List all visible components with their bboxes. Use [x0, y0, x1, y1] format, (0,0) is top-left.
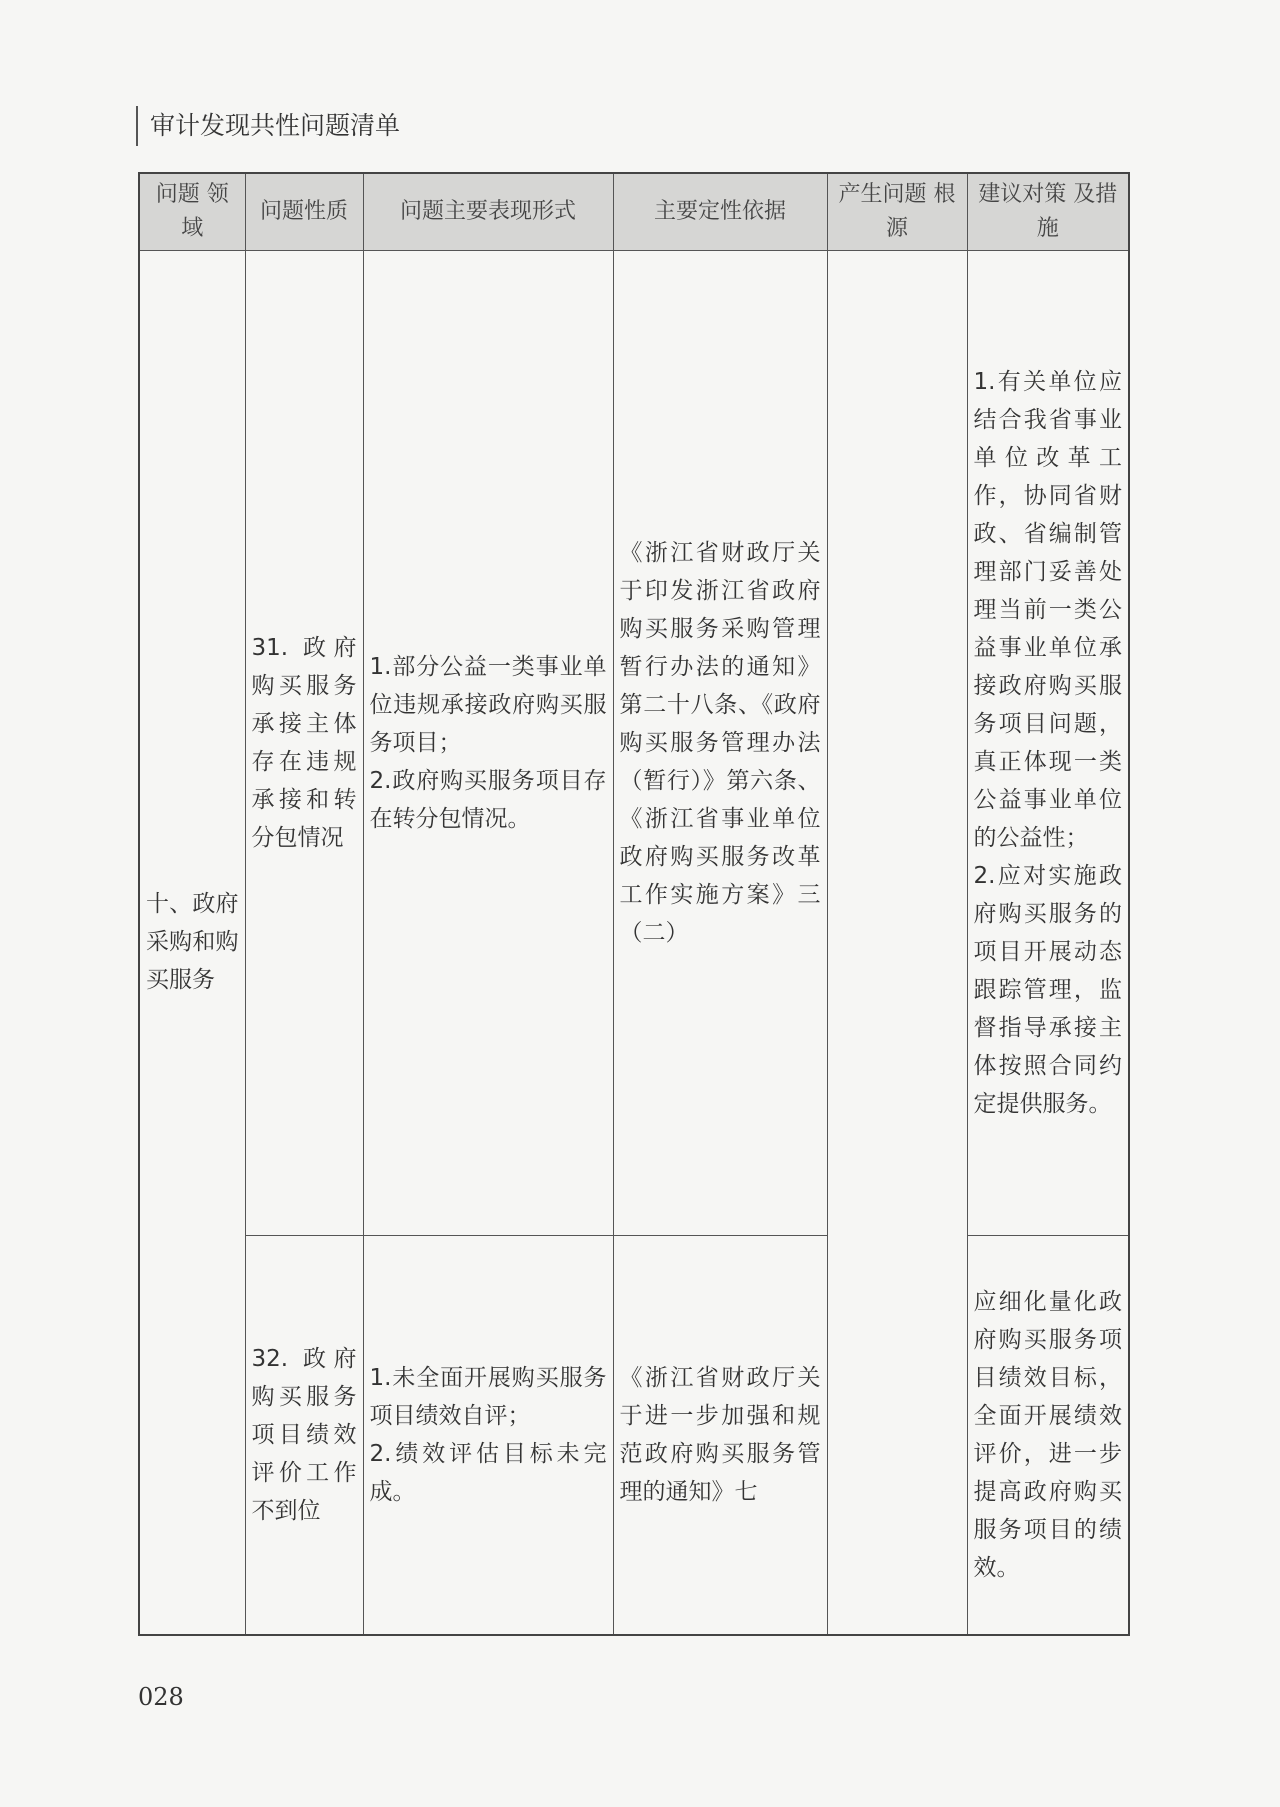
measures-cell: 1.有关单位应结合我省事业单位改革工作，协同省财政、省编制管理部门妥善处理当前一类公益事业单位承接政府购买服务项目问题，真正体现一类公益事业单位的公益性； 2.应对实施政府购买服务的项目开展动态跟踪管理，监督指导承接主体按照合同约定提供服务。 [967, 251, 1129, 1236]
source-cell [827, 251, 967, 1635]
col-header-measures: 建议对策 及措施 [967, 173, 1129, 251]
basis-cell: 《浙江省财政厅关于进一步加强和规范政府购买服务管理的通知》七 [613, 1236, 827, 1635]
table-header-row [139, 173, 1129, 251]
col-header-source: 产生问题 根源 [827, 173, 967, 251]
forms-cell: 1.未全面开展购买服务项目绩效自评； 2.绩效评估目标未完成。 [363, 1236, 613, 1635]
col-header-forms: 问题主要表现形式 [363, 173, 613, 251]
forms-cell: 1.部分公益一类事业单位违规承接政府购买服务项目； 2.政府购买服务项目存在转分包情况。 [363, 251, 613, 1236]
table-row [139, 1236, 1129, 1635]
audit-issues-table [138, 172, 1130, 1636]
nature-cell: 32. 政府购买服务项目绩效评价工作不到位 [245, 1236, 363, 1635]
measures-cell: 应细化量化政府购买服务项目绩效目标，全面开展绩效评价，进一步提高政府购买服务项目的绩效。 [967, 1236, 1129, 1635]
basis-cell: 《浙江省财政厅关于印发浙江省政府购买服务采购管理暂行办法的通知》第二十八条、《政府购买服务管理办法（暂行）》第六条、《浙江省事业单位政府购买服务改革工作实施方案》三（二） [613, 251, 827, 1236]
table-row [139, 251, 1129, 1236]
domain-cell: 十、政府采购和购买服务 [139, 251, 245, 1635]
page-number: 028 [138, 1683, 184, 1711]
col-header-basis: 主要定性依据 [613, 173, 827, 251]
col-header-domain: 问题 领域 [139, 173, 245, 251]
col-header-nature: 问题性质 [245, 173, 363, 251]
running-head-title: 审计发现共性问题清单 [136, 106, 400, 146]
nature-cell: 31. 政府购买服务承接主体存在违规承接和转分包情况 [245, 251, 363, 1236]
